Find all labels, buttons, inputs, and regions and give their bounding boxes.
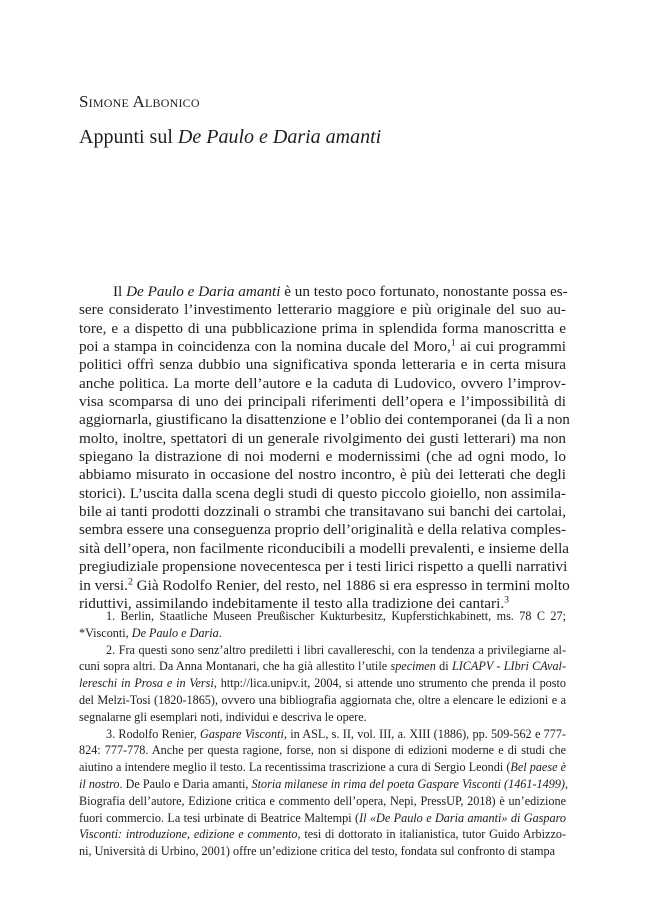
body-line: abbiamo misurato in occasione del nostro incontro, è più dei letterati che degli xyxy=(79,466,566,484)
body-line: molto, inoltre, spettatori di un generale rivolgimento dei gusti letterari) ma non xyxy=(79,429,566,447)
footnote-1: 1. Berlin, Staatliche Museen Preußischer Kukturbesitz, Kupferstichkabinett, ms. 78 C 27; xyxy=(106,609,566,623)
footnote-line: aiutino a intendere meglio il testo. La recentissima trascrizione a cura di Sergio Leondi (Bel paese è xyxy=(79,760,566,775)
footnote-line: il nostro. De Paulo e Daria amanti, Storia milanese in rima del poeta Gaspare Visconti (1461-1499), xyxy=(79,776,569,791)
article-title xyxy=(79,126,381,149)
footnotes xyxy=(79,608,569,860)
footnote-ref[interactable]: 2 xyxy=(127,576,133,588)
footnote-3: 3. Rodolfo Renier, Gaspare Visconti, in ASL, s. II, vol. III, a. XIII (1886), pp. 509-562 e 777- xyxy=(106,726,566,741)
footnote-ref[interactable]: 3 xyxy=(504,594,510,606)
footnote-line: segnalarne gli esemplari noti, individui e descriva le opere. xyxy=(79,709,367,724)
footnote-line: 824: 777-778. Anche per questa ragione, forse, non si dispone di edizioni moderne e di studi che xyxy=(79,743,566,758)
body-paragraph xyxy=(79,283,570,613)
author-name: Simone Albonico xyxy=(79,92,200,111)
footnote-line: Visconti: introduzione, edizione e commento, tesi di dottorato in italianistica, tutor Guido Arbizzo- xyxy=(79,827,567,842)
body-line: sembra essere una conseguenza proprio dell’originalità e della relativa comples- xyxy=(79,521,567,539)
body-line: in versi.$^2$ Già Rodolfo Renier, del resto, nel 1886 si era espresso in termini molto xyxy=(79,576,570,594)
title-plain: Appunti sul xyxy=(79,126,178,148)
body-line: poi a stampa in coincidenza con la nomina ducale del Moro,$^1$ ai cui programmi xyxy=(79,337,566,356)
footnote-line: lereschi in Prosa e in Versi, http://lica.unipv.it, 2004, si attende uno strumento che prenda il posto xyxy=(79,676,566,691)
body-line: spiegano la distrazione di noi moderni e modernissimi (che ad ogni modo, lo xyxy=(79,448,566,466)
body-line: sere considerato l’investimento letterario maggiore e più originale del suo au- xyxy=(79,301,566,319)
title-italic: De Paulo e Daria amanti xyxy=(177,126,382,148)
body-line: bile ai tanti prodotti dozzinali o strambi che transitavano sui banchi dei cartolai, xyxy=(79,503,566,521)
footnote-line: *Visconti, De Paulo e Daria. xyxy=(79,625,222,640)
footnote-2: 2. Fra questi sono senz’altro prediletti i libri cavallereschi, con la tendenza a privilegiarne al- xyxy=(106,642,566,657)
footnote-ref[interactable]: 1 xyxy=(450,337,456,349)
footnote-line: fuori commercio. La tesi urbinate di Beatrice Maltempi (Il «De Paulo e Daria amanti» di Gasparo xyxy=(79,810,567,825)
body-line: sità dell’opera, non facilmente riconducibili a modelli prevalenti, e insieme della xyxy=(79,539,570,557)
footnote-line: ni, Università di Urbino, 2001) offre un’edizione critica del testo, fondata sul confronto di stampa xyxy=(79,844,555,859)
footnote-line: del Melzi-Tosi (1820-1865), ovvero una bibliografia aggiornata che, oltre a elencare le edizioni e a xyxy=(79,692,566,707)
body-line: tore, e a dispetto di una pubblicazione prima in splendida forma manoscritta e xyxy=(79,319,566,337)
body-line: pregiudiziale propensione novecentesca per i testi lirici rispetto a quelli narrativi xyxy=(79,558,568,576)
body-line: anche politica. La morte dell’autore e la caduta di Ludovico, ovvero l’improv- xyxy=(79,374,566,392)
body-line: aggiornarla, giustificano la disattenzione e l’oblio dei contemporanei (da lì a non xyxy=(79,411,570,429)
body-line: politici offrì senza dubbio una significativa sponda letteraria e in certa misura xyxy=(79,356,566,374)
footnote-line: Biografia dell’autore, Edizione critica e commento dell’opera, Nepi, PressUP, 2018) è un’edizione xyxy=(79,793,566,808)
body-line: storici). L’uscita dalla scena degli studi di questo piccolo gioiello, non assimila- xyxy=(79,484,566,502)
body-line: Il De Paulo e Daria amanti è un testo poco fortunato, nonostante possa es- xyxy=(113,283,568,300)
footnote-line: cuni sopra altri. Da Anna Montanari, che ha già allestito l’utile specimen di LICAPV - LIbri CAval- xyxy=(79,659,567,674)
body-line: visa scomparsa di uno dei principali riferimenti dell’opera e l’impossibilità di xyxy=(79,393,566,411)
body-line: riduttivi, assimilando indebitamente il testo alla tradizione dei cantari.$^3$ xyxy=(79,594,510,612)
